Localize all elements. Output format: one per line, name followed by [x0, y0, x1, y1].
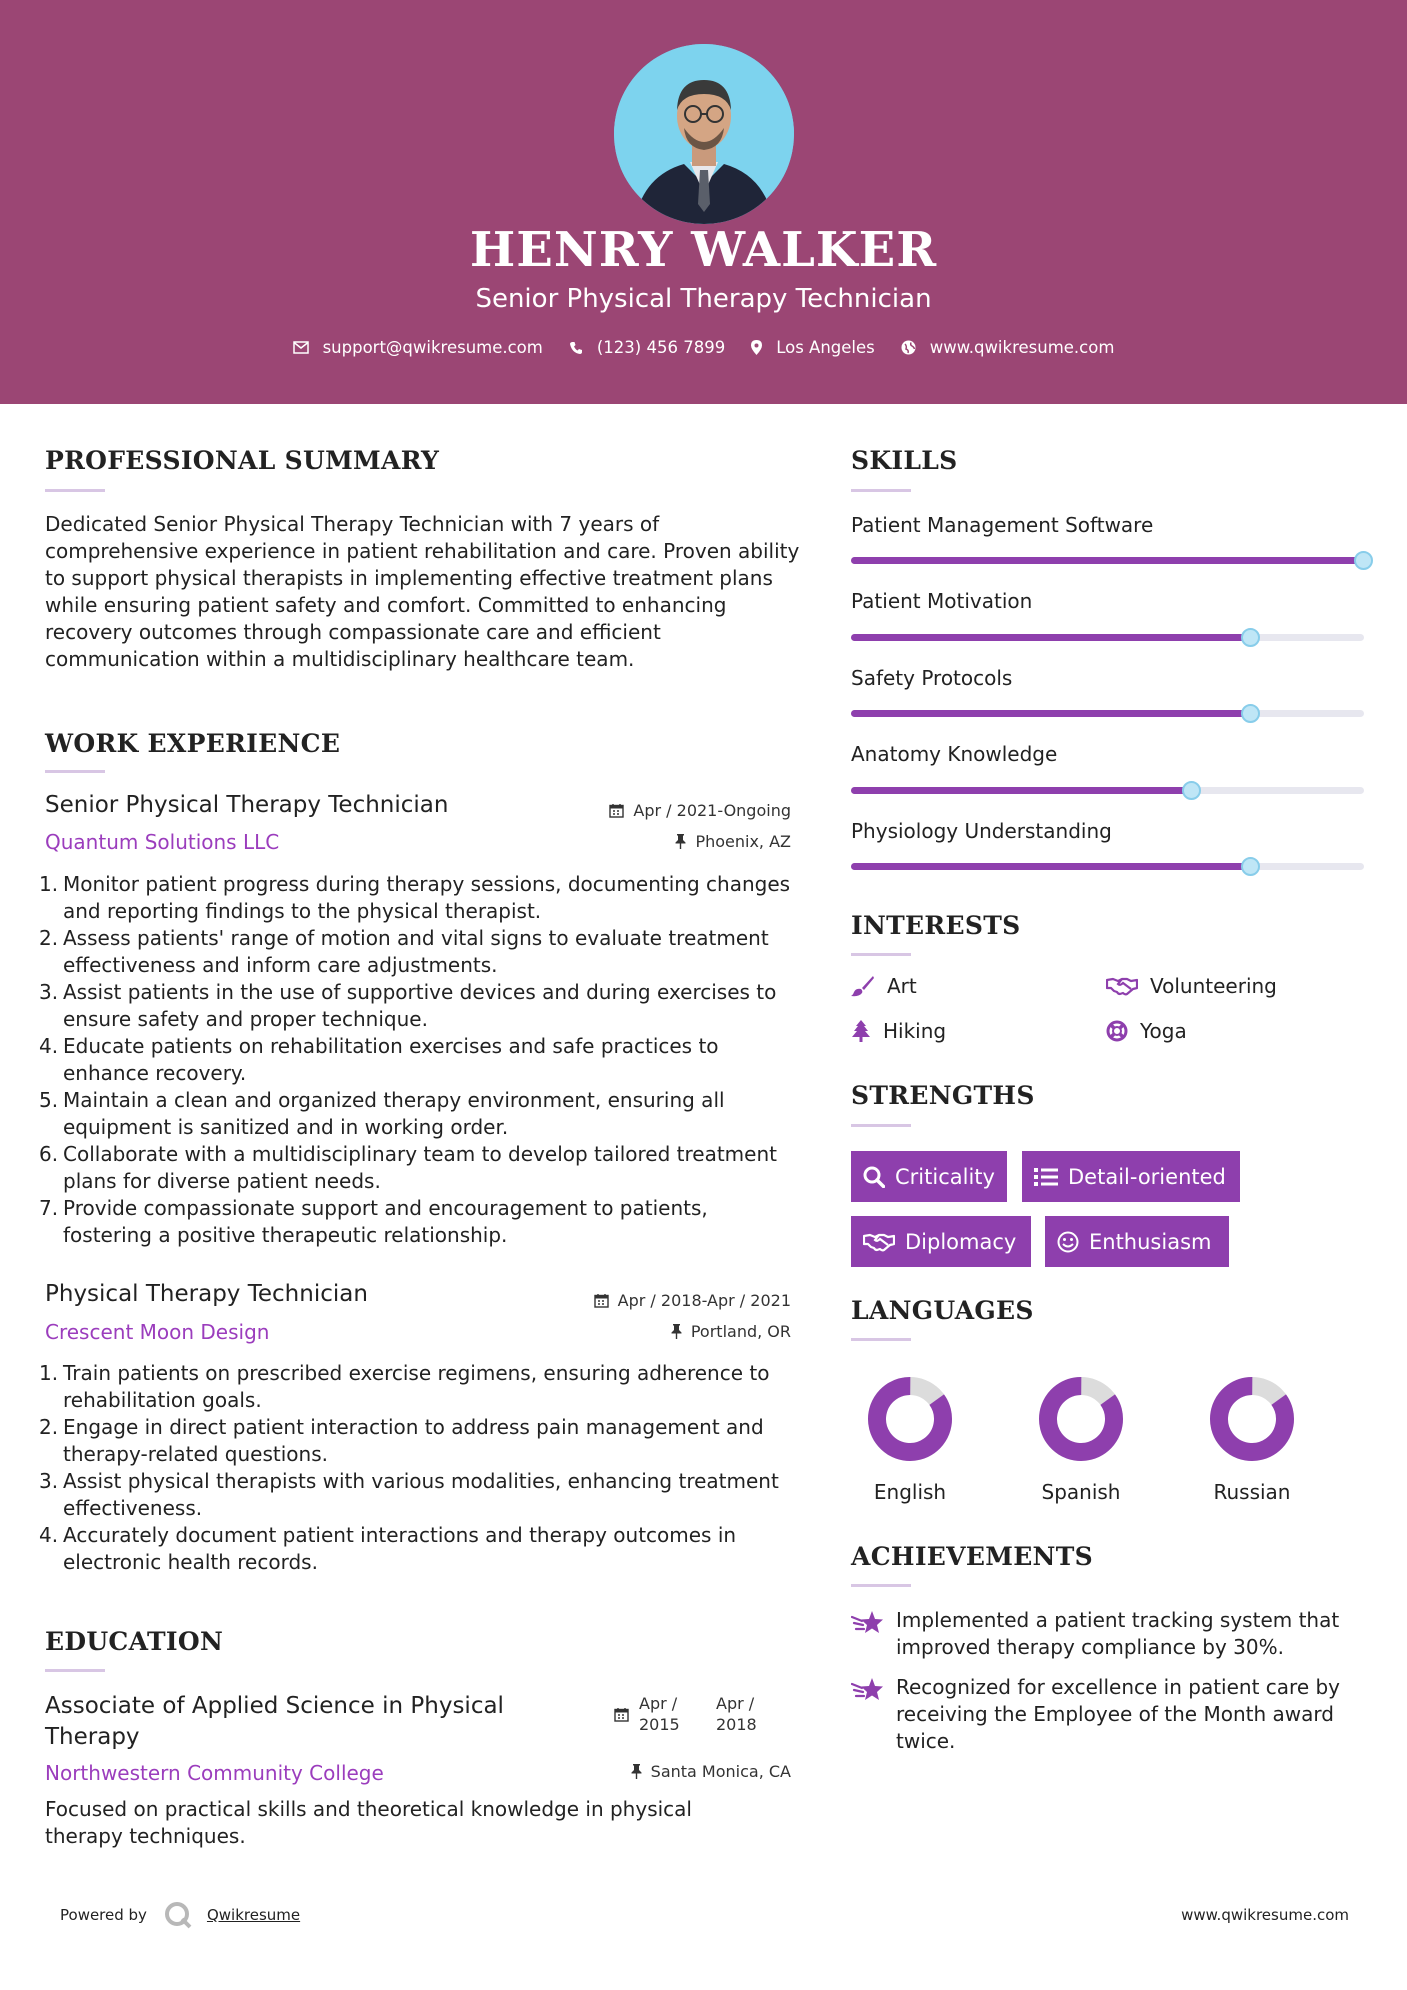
skill-label: Patient Motivation	[851, 589, 1033, 613]
strength-badge: Enthusiasm	[1045, 1216, 1229, 1267]
languages-rule	[851, 1338, 911, 1341]
list-item: 4. Educate patients on rehabilitation exercises and safe practices to enhance recovery.	[39, 1034, 719, 1085]
job-2-location-text: Portland, OR	[690, 1322, 791, 1341]
pushpin-icon	[631, 1764, 642, 1779]
paintbrush-icon	[851, 975, 875, 997]
job-2-company: Crescent Moon Design	[45, 1320, 270, 1344]
header-banner	[0, 0, 1407, 404]
interests-rule	[851, 953, 911, 956]
phone-text: (123) 456 7899	[596, 338, 726, 357]
education-school: Northwestern Community College	[45, 1761, 384, 1785]
skill-bar	[851, 863, 1364, 870]
experience-heading: WORK EXPERIENCE	[45, 729, 341, 758]
job-1-company: Quantum Solutions LLC	[45, 830, 280, 854]
list-icon	[1034, 1167, 1058, 1187]
skill-bar-fill	[851, 557, 1364, 564]
language-label: Russian	[1213, 1480, 1291, 1504]
skill-bar-fill	[851, 863, 1251, 870]
list-item: 3. Assist physical therapists with various modalities, enhancing treatment effectiveness.	[39, 1469, 779, 1520]
achievement-item: Recognized for excellence in patient care by receiving the Employee of the Month award twice.	[851, 1674, 1371, 1755]
website-text: www.qwikresume.com	[929, 338, 1115, 357]
education-location	[540, 1762, 791, 1781]
pushpin-icon	[675, 834, 686, 849]
footer-powered-by	[60, 1900, 300, 1930]
smile-icon	[1057, 1231, 1079, 1253]
education-location-text: Santa Monica, CA	[650, 1762, 791, 1781]
strengths-heading: STRENGTHS	[851, 1081, 1035, 1110]
contact-website[interactable]	[901, 338, 1115, 357]
lifebuoy-icon	[1106, 1020, 1128, 1042]
list-item: 3. Assist patients in the use of supportive devices and during exercises to ensure safety and proper technique.	[39, 980, 777, 1031]
interest-item: Hiking	[851, 1019, 946, 1043]
shooting-star-icon	[851, 1676, 885, 1702]
job-1-location-text: Phoenix, AZ	[695, 832, 791, 851]
list-item: 7. Provide compassionate support and encouragement to patients, fostering a positive therapeutic relationship.	[39, 1196, 708, 1247]
interest-item: Art	[851, 974, 917, 998]
calendar-icon	[614, 1707, 629, 1722]
skill-bar-knob	[1241, 857, 1260, 876]
education-rule	[45, 1669, 105, 1672]
job-2-role: Physical Therapy Technician	[45, 1281, 368, 1307]
email-text: support@qwikresume.com	[322, 338, 543, 357]
footer-site[interactable]: www.qwikresume.com	[1181, 1906, 1349, 1924]
language-donut	[1209, 1376, 1295, 1462]
achievements-heading: ACHIEVEMENTS	[851, 1542, 1093, 1571]
phone-icon	[569, 341, 583, 355]
skill-bar	[851, 634, 1364, 641]
languages-heading: LANGUAGES	[851, 1296, 1034, 1325]
strength-badge: Detail-oriented	[1022, 1151, 1240, 1202]
skill-bar	[851, 710, 1364, 717]
globe-icon	[901, 340, 916, 355]
experience-rule	[45, 770, 105, 773]
interest-item: Yoga	[1106, 1019, 1187, 1043]
job-1-dates	[540, 801, 791, 820]
language-label: English	[873, 1480, 947, 1504]
skill-bar-knob	[1241, 704, 1260, 723]
map-pin-icon	[751, 340, 762, 355]
list-item: 1. Monitor patient progress during therapy sessions, documenting changes and reporting findings to the physical therapist.	[39, 872, 791, 923]
location-text: Los Angeles	[776, 338, 875, 357]
skill-bar-fill	[851, 634, 1251, 641]
list-item: 1. Train patients on prescribed exercise regimens, ensuring adherence to rehabilitation goals.	[39, 1361, 770, 1412]
strength-badge: Criticality	[851, 1151, 1007, 1202]
education-degree: Associate of Applied Science in Physical Therapy	[45, 1693, 504, 1750]
job-1-location	[540, 832, 791, 851]
candidate-name: HENRY WALKER	[469, 222, 938, 278]
summary-heading: PROFESSIONAL SUMMARY	[45, 446, 440, 475]
job-2-dates	[540, 1291, 791, 1310]
envelope-icon	[293, 341, 309, 354]
skill-label: Safety Protocols	[851, 666, 1013, 690]
education-start: Apr / 2015	[639, 1694, 680, 1734]
summary-rule	[45, 489, 105, 492]
skill-bar-fill	[851, 710, 1251, 717]
education-dates	[614, 1693, 778, 1735]
qwikresume-logo-icon	[163, 1900, 193, 1930]
search-icon	[863, 1166, 885, 1188]
avatar	[614, 44, 794, 224]
shooting-star-icon	[851, 1609, 885, 1635]
calendar-icon	[609, 803, 624, 818]
skills-rule	[851, 489, 911, 492]
job-2-dates-text: Apr / 2018-Apr / 2021	[617, 1291, 791, 1310]
language-label: Spanish	[1041, 1480, 1121, 1504]
achievement-item: Implemented a patient tracking system that improved therapy compliance by 30%.	[851, 1607, 1371, 1661]
language-donut	[867, 1376, 953, 1462]
interest-item: Volunteering	[1106, 974, 1277, 998]
education-heading: EDUCATION	[45, 1627, 224, 1656]
skill-label: Anatomy Knowledge	[851, 742, 1058, 766]
job-1-dates-text: Apr / 2021-Ongoing	[633, 801, 791, 820]
education-text: Focused on practical skills and theoretical knowledge in physical therapy techniques.	[45, 1797, 692, 1848]
skill-label: Patient Management Software	[851, 513, 1154, 537]
language-donut	[1038, 1376, 1124, 1462]
education-end: Apr / 2018	[716, 1694, 757, 1734]
list-item: 4. Accurately document patient interactions and therapy outcomes in electronic health records.	[39, 1523, 737, 1574]
contact-location	[751, 338, 875, 357]
list-item: 2. Assess patients' range of motion and vital signs to evaluate treatment effectiveness and inform care adjustments.	[39, 926, 769, 977]
powered-by-text: Powered by	[60, 1906, 147, 1924]
pushpin-icon	[671, 1324, 682, 1339]
job-2-bullets	[39, 1360, 800, 1576]
skill-bar-knob	[1182, 781, 1201, 800]
job-1-role: Senior Physical Therapy Technician	[45, 792, 449, 818]
strengths-rule	[851, 1124, 911, 1127]
strength-badge: Diplomacy	[851, 1216, 1031, 1267]
skill-bar-knob	[1241, 628, 1260, 647]
skills-heading: SKILLS	[851, 446, 958, 475]
interests-heading: INTERESTS	[851, 911, 1021, 940]
contact-email[interactable]	[293, 338, 543, 357]
brand-link[interactable]: Qwikresume	[206, 1906, 301, 1924]
contact-phone[interactable]	[569, 338, 725, 357]
list-item: 6. Collaborate with a multidisciplinary team to develop tailored treatment plans for diverse patient needs.	[39, 1142, 777, 1193]
contact-bar	[0, 338, 1407, 357]
skill-label: Physiology Understanding	[851, 819, 1112, 843]
calendar-icon	[594, 1293, 609, 1308]
candidate-title: Senior Physical Therapy Technician	[475, 284, 932, 314]
skill-bar	[851, 787, 1364, 794]
job-2-location	[540, 1322, 791, 1341]
tree-icon	[851, 1020, 871, 1042]
skill-bar	[851, 557, 1364, 564]
skill-bar-fill	[851, 787, 1192, 794]
list-item: 5. Maintain a clean and organized therapy environment, ensuring all equipment is sanitized and in working order.	[39, 1088, 725, 1139]
handshake-icon	[1106, 976, 1138, 996]
achievements-rule	[851, 1584, 911, 1587]
summary-text: Dedicated Senior Physical Therapy Technician with 7 years of comprehensive experience in patient rehabilitation and care. Proven ability to support physical therapists in implementing effective treatment plans while ensuring patient safety and comfort. Committed to enhancing recovery outcomes through compassionate care and efficient communication within a multidisciplinary healthcare team.	[45, 512, 800, 671]
list-item: 2. Engage in direct patient interaction to address pain management and therapy-related questions.	[39, 1415, 764, 1466]
handshake-icon	[863, 1232, 895, 1252]
skill-bar-knob	[1354, 551, 1373, 570]
job-1-bullets	[39, 871, 800, 1249]
